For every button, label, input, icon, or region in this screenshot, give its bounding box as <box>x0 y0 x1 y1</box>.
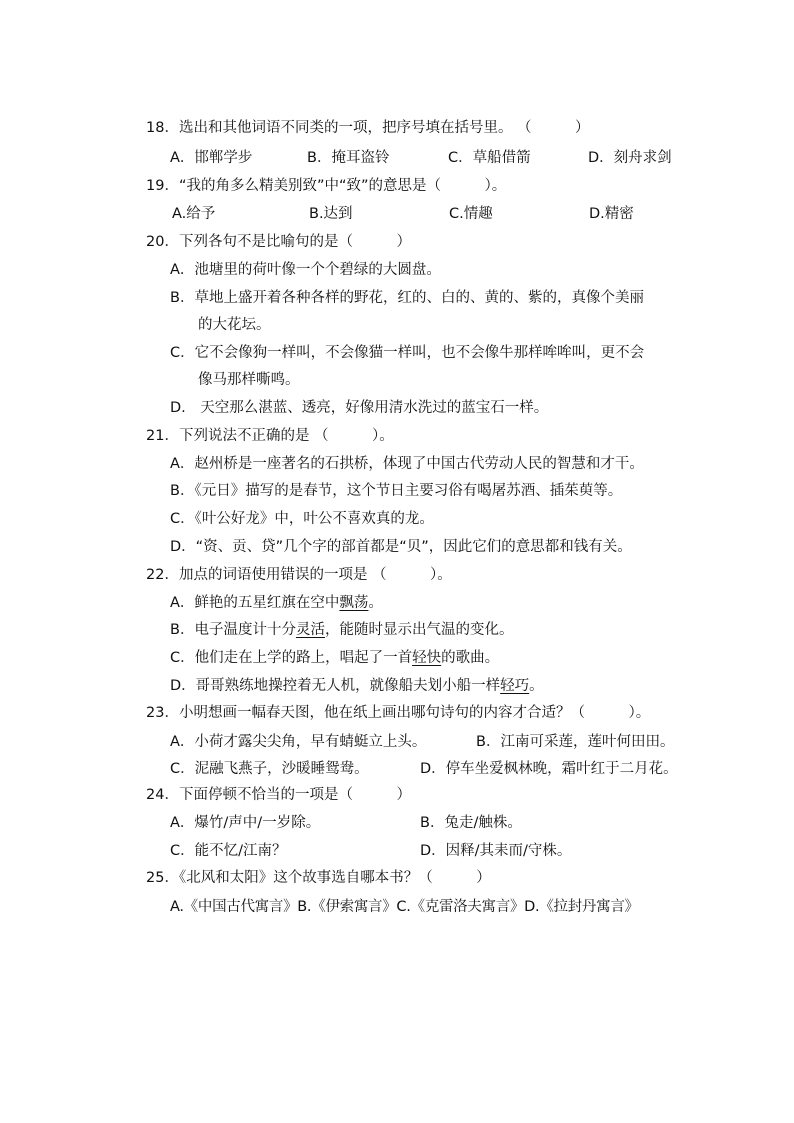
q20-option-a: A．池塘里的荷叶像一个个碧绿的大圆盘。 <box>170 262 441 278</box>
q20-option-c-line2: 像马那样嘶鸣。 <box>198 372 300 388</box>
q25-options: A.《中国古代寓言》B.《伊索寓言》C.《克雷洛夫寓言》D.《拉封丹寓言》 <box>170 899 639 915</box>
q18-option-d: D．刻舟求剑 <box>588 150 672 166</box>
q23-option-d: D．停车坐爱枫林晚，霜叶红于二月花。 <box>420 761 678 777</box>
dotted-word: 轻巧 <box>500 678 530 694</box>
q21-option-a: A．赵州桥是一座著名的石拱桥，体现了中国古代劳动人民的智慧和才干。 <box>170 456 644 472</box>
q22-option-b: B．电子温度计十分灵活，能随时显示出气温的变化。 <box>170 622 514 638</box>
question-18-stem: 18．选出和其他词语不同类的一项，把序号填在括号里。 （ ） <box>146 120 590 136</box>
q18-option-b: B．掩耳盗铃 <box>307 150 390 166</box>
dotted-word: 灵活 <box>295 622 325 638</box>
q19-option-d: D.精密 <box>589 206 634 222</box>
question-23-stem: 23．小明想画一幅春天图，他在纸上画出哪句诗句的内容才合适？（ ）。 <box>146 705 651 721</box>
q24-option-d: D．因释/其耒而/守株。 <box>420 843 572 859</box>
q23-option-b: B．江南可采莲，莲叶何田田。 <box>476 734 675 750</box>
q20-option-b-line2: 的大花坛。 <box>198 317 271 333</box>
q24-option-b: B．兔走/触株。 <box>420 815 522 831</box>
q24-option-c: C．能不忆/江南？ <box>170 843 287 859</box>
q24-option-a: A．爆竹/声中/一岁除。 <box>170 815 321 831</box>
q22-option-a: A．鲜艳的五星红旗在空中飘荡。 <box>170 595 383 611</box>
q19-option-b: B.达到 <box>309 206 353 222</box>
question-22-stem: 22．加点的词语使用错误的一项是 （ ）。 <box>146 567 452 583</box>
q21-option-d: D．“资、贡、贷”几个字的部首都是“贝”，因此它们的意思都和钱有关。 <box>170 539 632 555</box>
q20-option-c-line1: C．它不会像狗一样叫，不会像猫一样叫，也不会像牛那样哞哞叫，更不会 <box>170 345 645 361</box>
question-24-stem: 24．下面停顿不恰当的一项是（ ） <box>146 787 411 803</box>
q18-option-a: A．邯郸学步 <box>170 150 253 166</box>
question-19-stem: 19．“我的角多么精美别致”中“致”的意思是（ ）。 <box>146 178 507 194</box>
q23-option-c: C．泥融飞燕子，沙暖睡鸳鸯。 <box>170 761 369 777</box>
q22-option-c: C．他们走在上学的路上，唱起了一首轻快的歌曲。 <box>170 650 500 666</box>
q21-option-c: C．《叶公好龙》中，叶公不喜欢真的龙。 <box>170 511 434 527</box>
dotted-word: 轻快 <box>412 650 442 666</box>
q23-option-a: A．小荷才露尖尖角，早有蜻蜓立上头。 <box>170 734 427 750</box>
q22-option-d: D．哥哥熟练地操控着无人机，就像船夫划小船一样轻巧。 <box>170 678 544 694</box>
question-25-stem: 25．《北风和太阳》这个故事选自哪本书？（ ） <box>146 870 491 886</box>
question-20-stem: 20．下列各句不是比喻句的是（ ） <box>146 234 411 250</box>
q21-option-b: B．《元日》描写的是春节，这个节日主要习俗有喝屠苏酒、插茱萸等。 <box>170 483 623 499</box>
question-21-stem: 21．下列说法不正确的是 （ ）。 <box>146 428 394 444</box>
q20-option-d: D. 天空那么湛蓝、透亮，好像用清水洗过的蓝宝石一样。 <box>170 400 549 416</box>
q18-option-c: C．草船借箭 <box>448 150 531 166</box>
q20-option-b-line1: B．草地上盛开着各种各样的野花，红的、白的、黄的、紫的，真像个美丽 <box>170 290 644 306</box>
q19-option-a: A.给予 <box>172 206 216 222</box>
q19-option-c: C.情趣 <box>449 206 493 222</box>
dotted-word: 飘荡 <box>339 595 369 611</box>
